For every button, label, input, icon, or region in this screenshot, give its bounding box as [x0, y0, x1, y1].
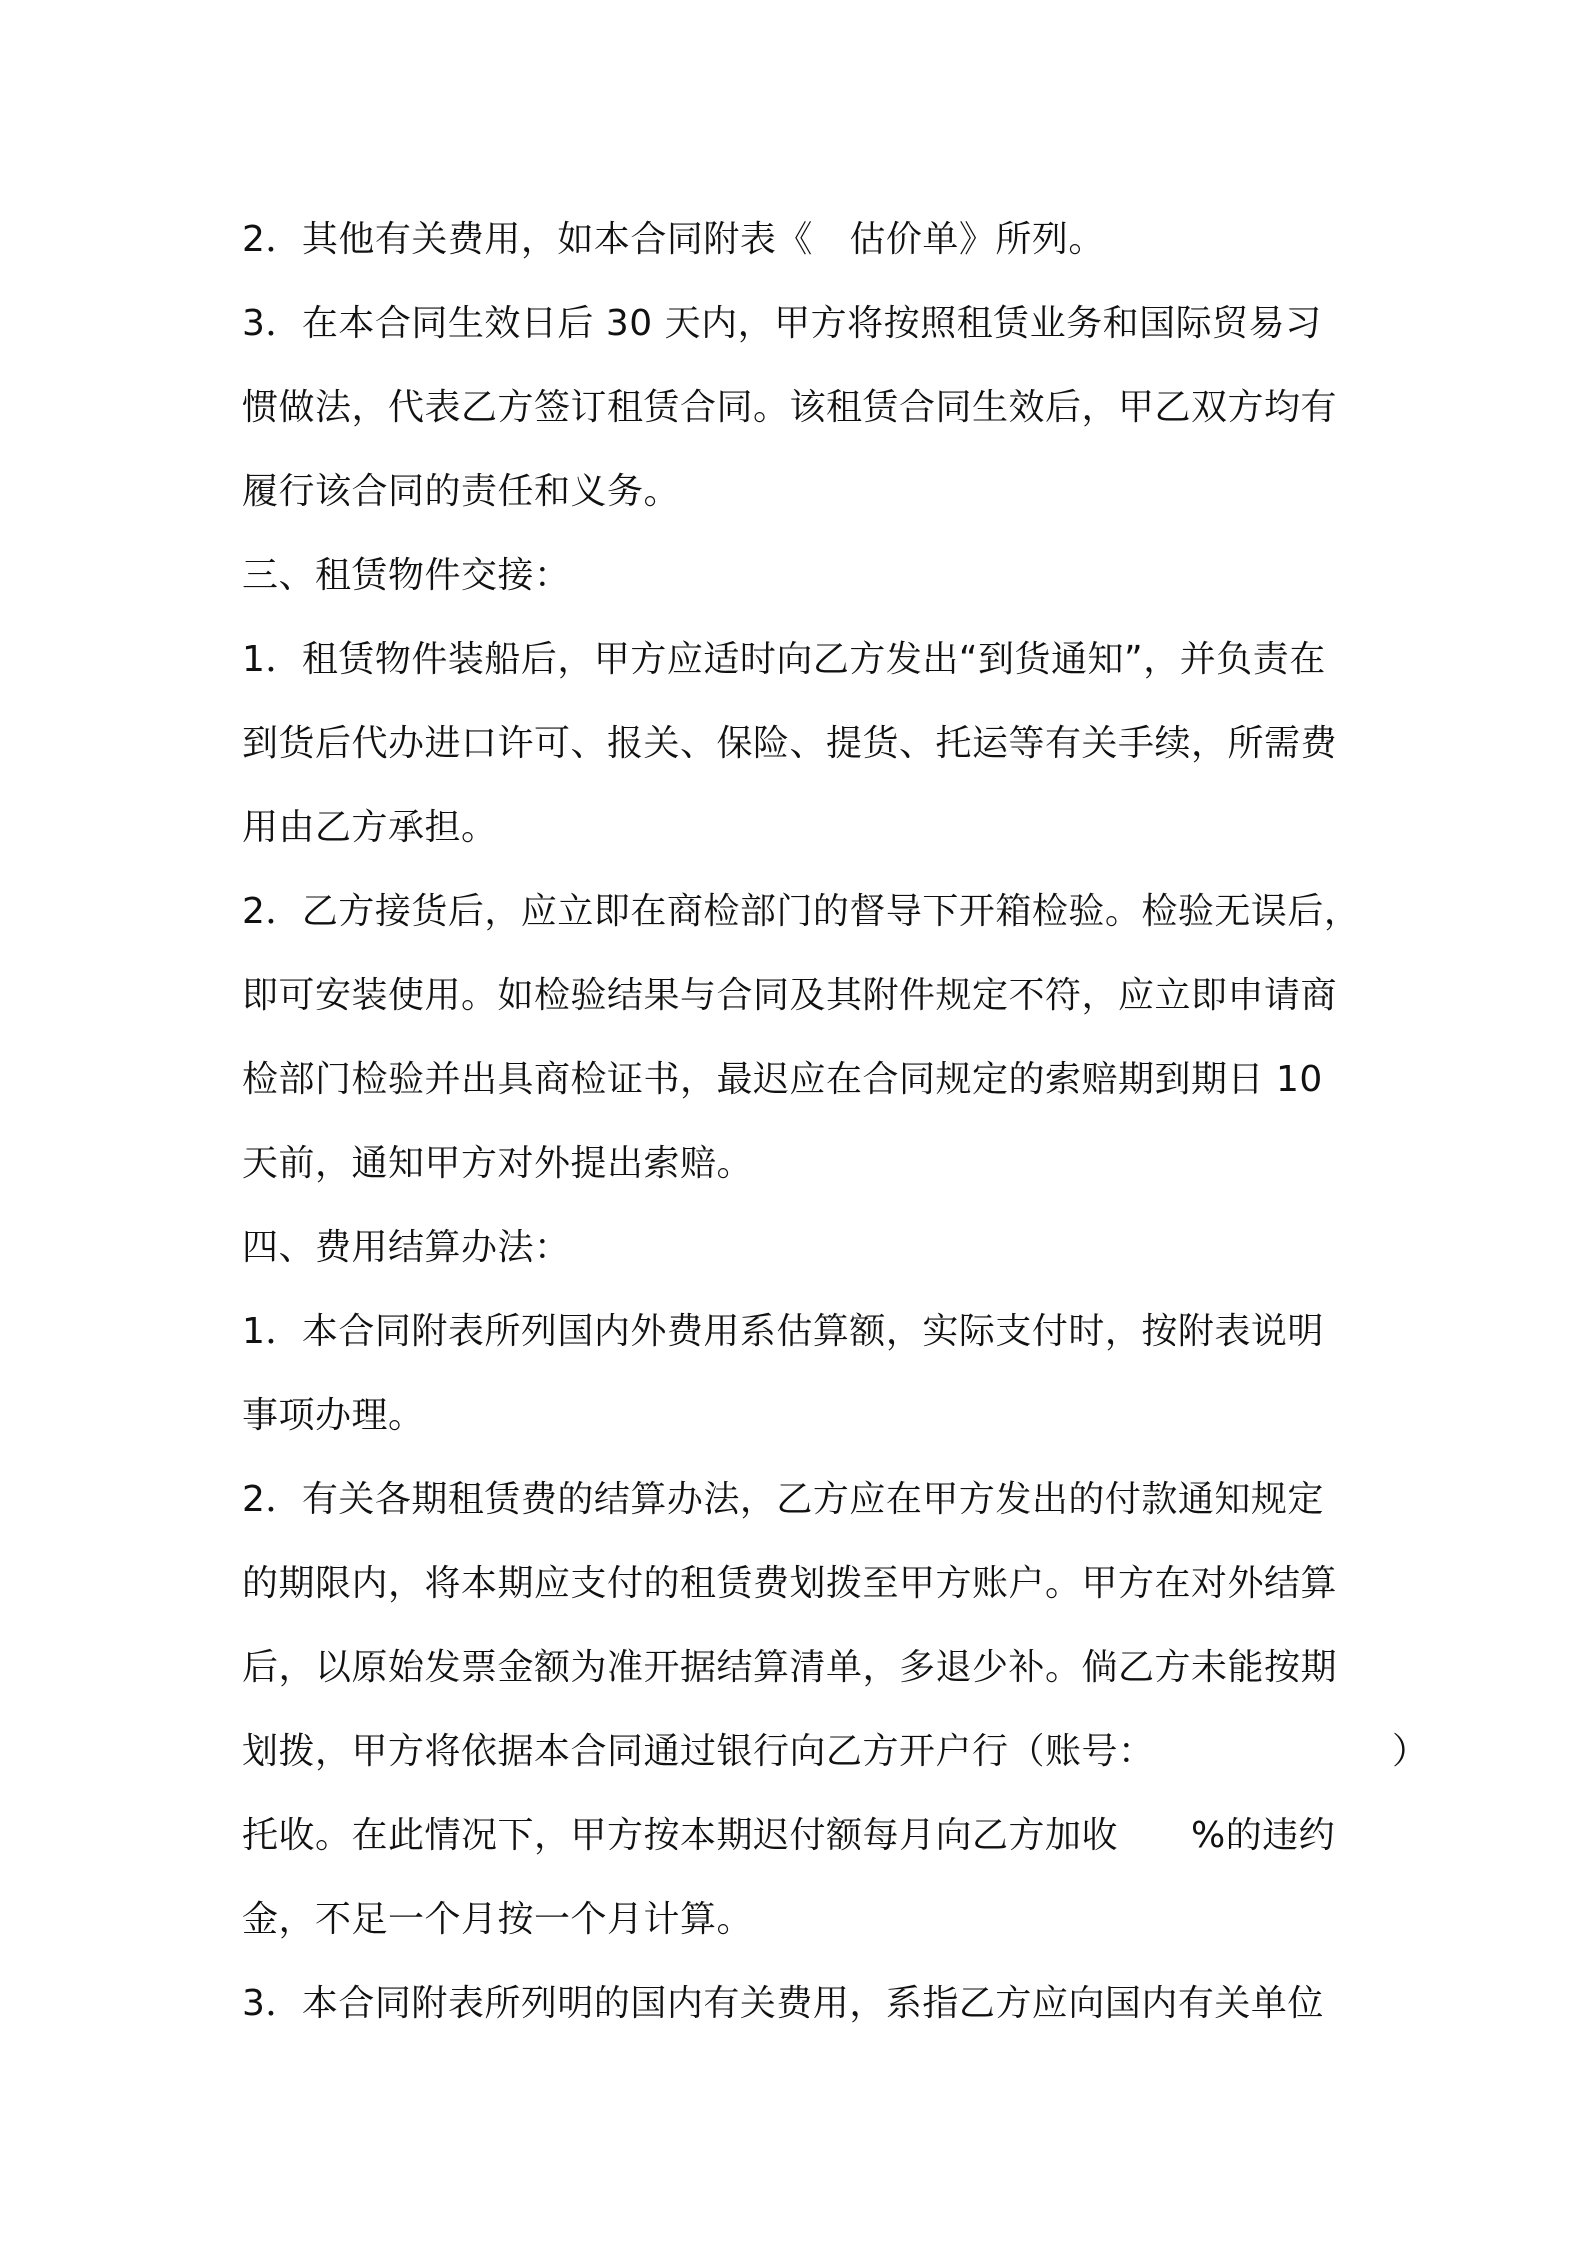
paragraph-line: 1．租赁物件装船后，甲方应适时向乙方发出“到货通知”，并负责在: [242, 639, 1326, 680]
paragraph-line: 即可安装使用。如检验结果与合同及其附件规定不符，应立即申请商: [242, 975, 1338, 1016]
paragraph-line: 2．乙方接货后，应立即在商检部门的督导下开箱检验。检验无误后，: [242, 891, 1361, 932]
paragraph-line: 3．在本合同生效日后 30 天内，甲方将按照租赁业务和国际贸易习: [242, 303, 1322, 344]
paragraph-line: 2．有关各期租赁费的结算办法，乙方应在甲方发出的付款通知规定: [242, 1479, 1324, 1520]
paragraph-line: 金，不足一个月按一个月计算。: [242, 1899, 754, 1940]
paragraph-line: 托收。在此情况下，甲方按本期迟付额每月向乙方加收 %的违约: [242, 1815, 1336, 1856]
paragraph-line: 到货后代办进口许可、报关、保险、提货、托运等有关手续，所需费: [242, 723, 1338, 764]
paragraph-line: 后，以原始发票金额为准开据结算清单，多退少补。倘乙方未能按期: [242, 1647, 1338, 1688]
document-body: [242, 198, 1429, 2046]
section-heading: 三、租赁物件交接：: [242, 555, 571, 596]
paragraph-line: 1．本合同附表所列国内外费用系估算额，实际支付时，按附表说明: [242, 1311, 1324, 1352]
paragraph-line: 履行该合同的责任和义务。: [242, 471, 681, 512]
paragraph-line: 2．其他有关费用，如本合同附表《 估价单》所列。: [242, 219, 1105, 260]
paragraph-line: 检部门检验并出具商检证书，最迟应在合同规定的索赔期到期日 10: [242, 1059, 1323, 1100]
paragraph-line: 天前，通知甲方对外提出索赔。: [242, 1143, 754, 1184]
paragraph-line: 用由乙方承担。: [242, 807, 498, 848]
paragraph-line: 划拨，甲方将依据本合同通过银行向乙方开户行（账号： ）: [242, 1731, 1429, 1772]
section-heading: 四、费用结算办法：: [242, 1227, 571, 1268]
paragraph-line: 的期限内，将本期应支付的租赁费划拨至甲方账户。甲方在对外结算: [242, 1563, 1338, 1604]
paragraph-line: 3．本合同附表所列明的国内有关费用，系指乙方应向国内有关单位: [242, 1983, 1324, 2024]
paragraph-line: 惯做法，代表乙方签订租赁合同。该租赁合同生效后，甲乙双方均有: [242, 387, 1338, 428]
paragraph-line: 事项办理。: [242, 1395, 425, 1436]
